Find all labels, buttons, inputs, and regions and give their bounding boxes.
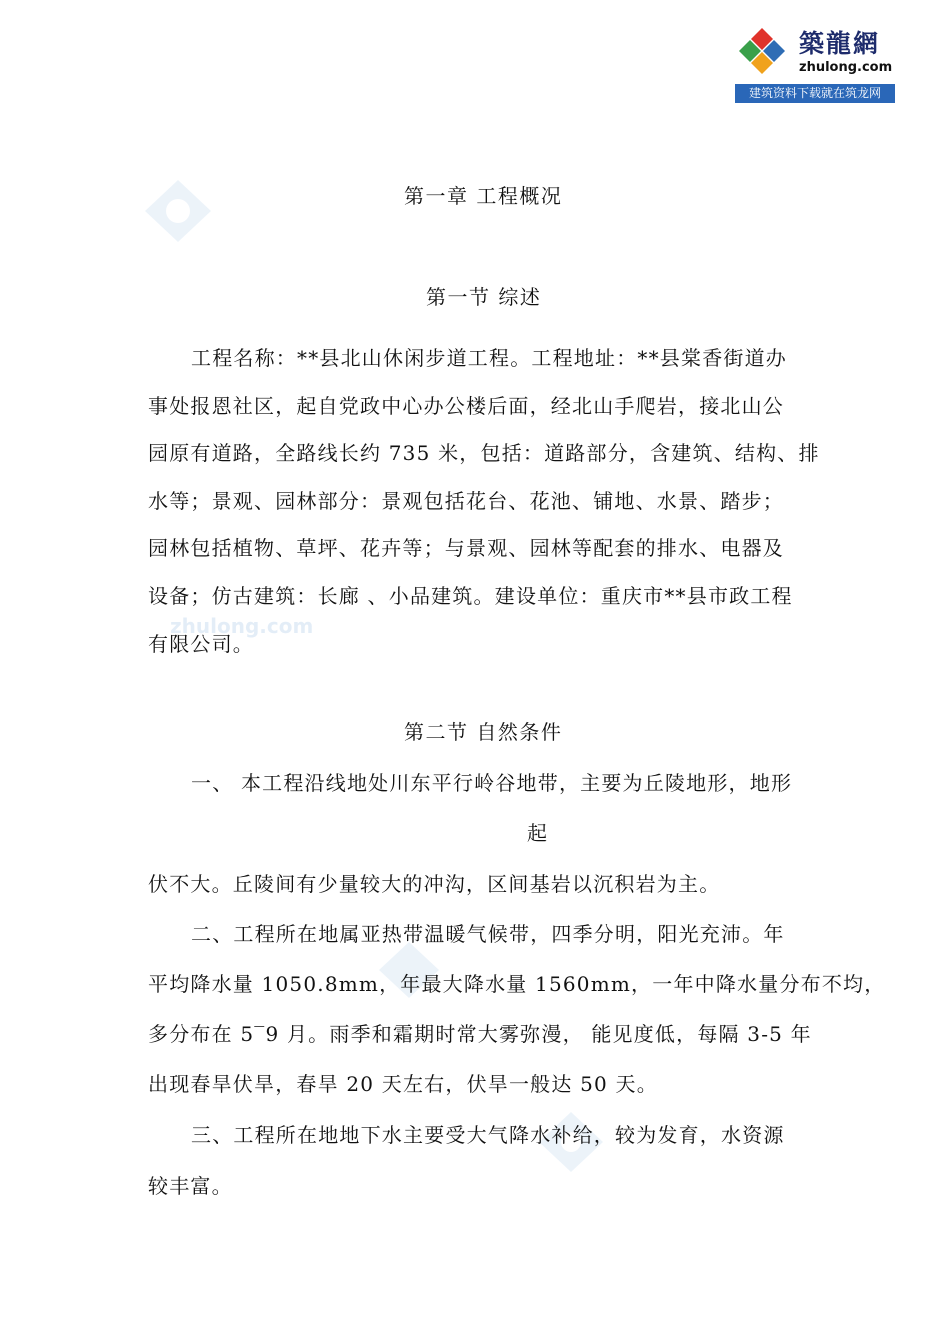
- zhulong-logo-icon: [737, 26, 787, 76]
- item2-line: 出现春旱伏旱，春旱 20 天左右，伏旱一般达 50 天。: [148, 1072, 658, 1096]
- item1-line: 一、 本工程沿线地处川东平行岭谷地带，主要为丘陵地形，地形: [191, 771, 793, 795]
- item2-line: 二、工程所在地属亚热带温暖气候带，四季分明，阳光充沛。年: [191, 922, 785, 946]
- chapter-title: 第一章 工程概况: [404, 184, 563, 208]
- section1-line: 设备；仿古建筑：长廊 、小品建筑。建设单位：重庆市**县市政工程: [148, 584, 793, 608]
- item3-line: 较丰富。: [148, 1174, 233, 1198]
- item2-line: 多分布在 5‾9 月。雨季和霜期时常大雾弥漫， 能见度低，每隔 3-5 年: [148, 1022, 812, 1046]
- zhulong-logo: [733, 22, 895, 104]
- logo-domain: zhulong.com: [799, 60, 893, 75]
- watermark-snowflake-icon: [143, 178, 213, 244]
- section2-title: 第二节 自然条件: [404, 720, 563, 744]
- section1-line: 园林包括植物、草坪、花卉等；与景观、园林等配套的排水、电器及: [148, 536, 784, 560]
- section1-line: 工程名称：**县北山休闲步道工程。工程地址：**县棠香街道办: [191, 346, 787, 370]
- section1-line: 水等；景观、园林部分：景观包括花台、花池、铺地、水景、踏步；: [148, 489, 784, 513]
- item1-wrap: 起: [527, 821, 549, 845]
- section1-title: 第一节 综述: [426, 285, 542, 309]
- section1-line: 园原有道路，全路线长约 735 米，包括：道路部分，含建筑、结构、排: [148, 441, 820, 465]
- item2-line: 平均降水量 1050.8mm，年最大降水量 1560mm，一年中降水量分布不均，: [148, 972, 886, 996]
- item1-line: 伏不大。丘陵间有少量较大的冲沟，区间基岩以沉积岩为主。: [148, 872, 721, 896]
- logo-name: 築龍網: [799, 29, 881, 58]
- item3-line: 三、工程所在地地下水主要受大气降水补给，较为发育，水资源: [191, 1123, 785, 1147]
- section1-line: 有限公司。: [148, 632, 254, 656]
- logo-slogan: 建筑资料下载就在筑龙网: [735, 84, 895, 103]
- section1-line: 事处报恩社区，起自党政中心办公楼后面，经北山手爬岩，接北山公: [148, 394, 784, 418]
- watermark-text: zhulong.com: [170, 614, 314, 638]
